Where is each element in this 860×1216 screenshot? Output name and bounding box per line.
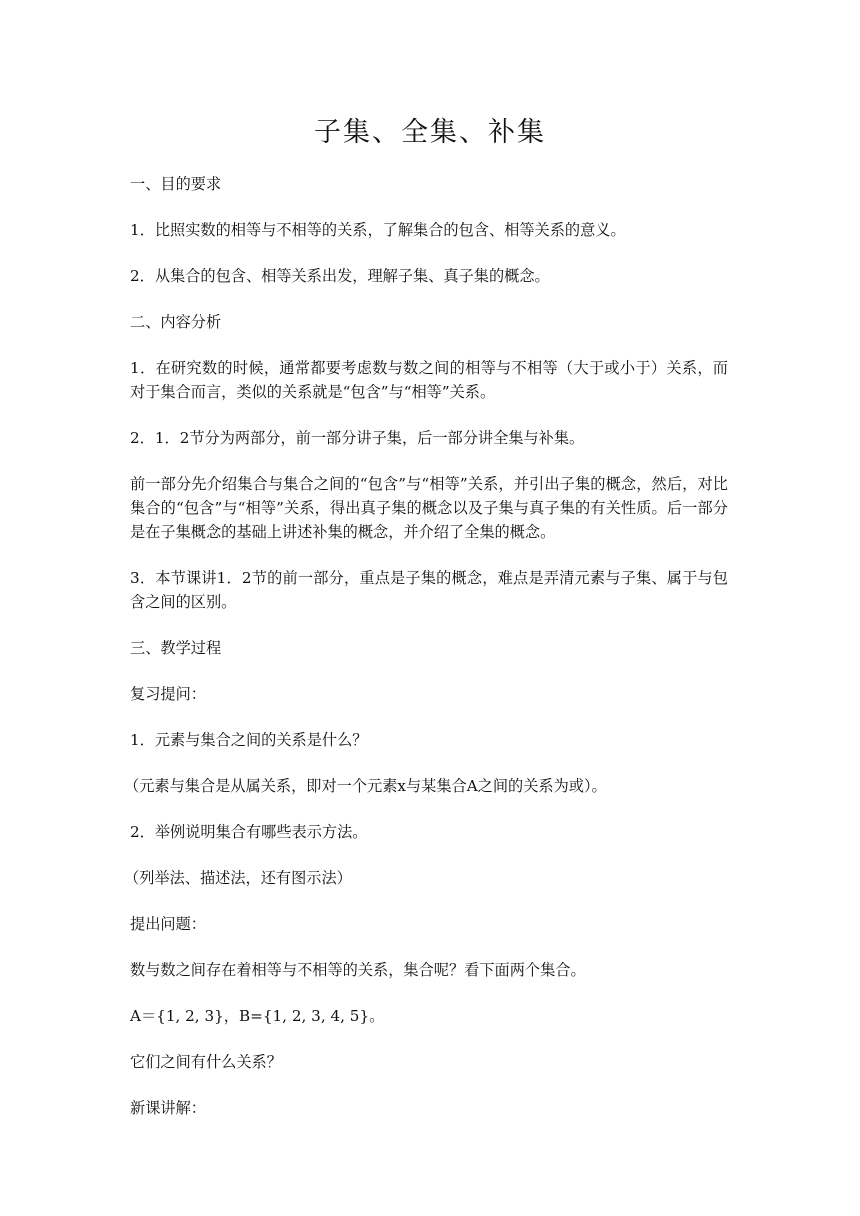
paragraph: 1．在研究数的时候，通常都要考虑数与数之间的相等与不相等（大于或小于）关系，而对于集合而言，类似的关系就是“包含”与“相等”关系。 bbox=[130, 359, 728, 401]
paragraph: 3．本节课讲1．2节的前一部分，重点是子集的概念，难点是弄清元素与子集、属于与包含之间的区别。 bbox=[130, 569, 728, 611]
paragraph: 提出问题： bbox=[130, 915, 206, 933]
paragraph: 数与数之间存在着相等与不相等的关系，集合呢？看下面两个集合。 bbox=[130, 961, 586, 979]
document-title: 子集、全集、补集 bbox=[314, 117, 546, 148]
paragraph: 2．举例说明集合有哪些表示方法。 bbox=[130, 823, 368, 841]
document-body bbox=[124, 172, 728, 1142]
paragraph: 它们之间有什么关系？ bbox=[130, 1053, 282, 1071]
paragraph: 前一部分先介绍集合与集合之间的“包含”与“相等”关系，并引出子集的概念，然后，对比集合的“包含”与“相等”关系，得出真子集的概念以及子集与真子集的有关性质。后一部分是在子集概念的基础上讲述补集的概念，并介绍了全集的概念。 bbox=[130, 475, 728, 541]
paragraph: A＝{1, 2, 3}，B={1, 2, 3, 4, 5}。 bbox=[130, 1007, 385, 1025]
paragraph: 1．比照实数的相等与不相等的关系，了解集合的包含、相等关系的意义。 bbox=[130, 221, 626, 239]
section-heading-goals: 一、目的要求 bbox=[130, 175, 222, 193]
section-heading-teaching-process: 三、教学过程 bbox=[130, 639, 222, 657]
section-heading-content-analysis: 二、内容分析 bbox=[130, 313, 222, 331]
paragraph: （列举法、描述法，还有图示法） bbox=[124, 869, 352, 887]
paragraph: 2．从集合的包含、相等关系出发，理解子集、真子集的概念。 bbox=[130, 267, 550, 285]
paragraph: 1．元素与集合之间的关系是什么？ bbox=[130, 731, 368, 749]
paragraph: 新课讲解： bbox=[130, 1099, 206, 1117]
paragraph: 2．1．2节分为两部分，前一部分讲子集，后一部分讲全集与补集。 bbox=[130, 429, 585, 447]
paragraph: （元素与集合是从属关系，即对一个元素x与某集合A之间的关系为或）。 bbox=[124, 777, 607, 795]
paragraph: 复习提问： bbox=[130, 685, 206, 703]
